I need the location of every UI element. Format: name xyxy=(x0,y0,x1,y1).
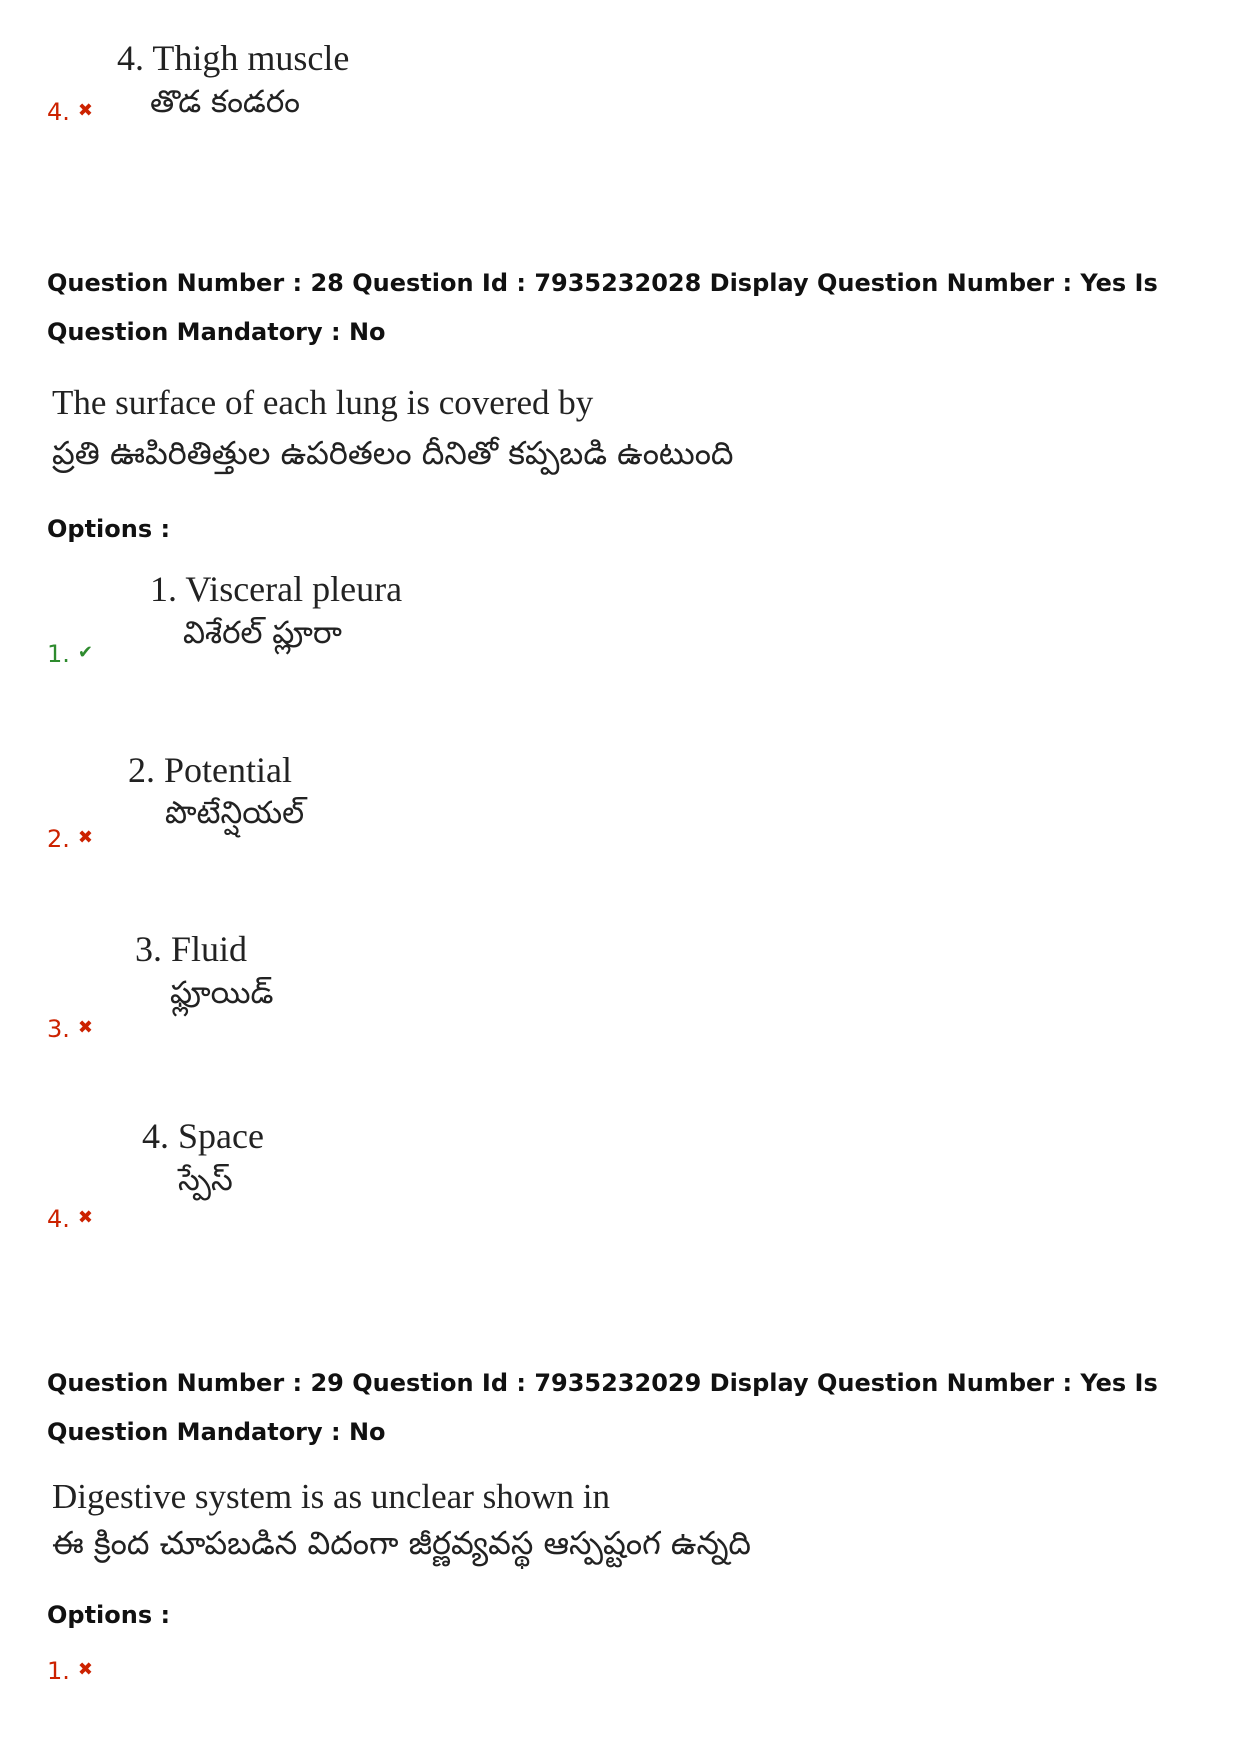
prev-option-4-english: 4. Thigh muscle xyxy=(117,38,350,78)
question-text-english-28: The surface of each lung is covered by xyxy=(52,383,594,422)
q28-option-3-english: 3. Fluid xyxy=(135,929,248,969)
q28-option-4-english: 4. Space xyxy=(142,1116,264,1156)
prev-option-4-marker xyxy=(47,98,93,126)
prev-option-4-telugu: తొడ కండరం xyxy=(150,84,300,120)
options-label-29: Options : xyxy=(47,1601,171,1629)
question-text-telugu-29: ఈ క్రింద చూపబడిన విదంగా జీర్ణవ్యవస్థ ఆస్పష్టంగ ఉన్నది xyxy=(52,1524,752,1562)
option-number: 1. xyxy=(47,640,70,668)
options-label-28: Options : xyxy=(47,515,171,543)
q28-option-3-marker xyxy=(47,1015,93,1043)
option-number: 1. xyxy=(47,1657,70,1685)
question-text-telugu-28: ప్రతి ఊపిరితిత్తుల ఉపరితలం దీనితో కప్పబడి ఉంటుంది xyxy=(52,434,734,472)
cross-icon: ✖ xyxy=(77,827,93,848)
option-number: 3. xyxy=(47,1015,70,1043)
question-header-28: Question Number : 28 Question Id : 7935232028 Display Question Number : Yes Is Question Mandatory : No xyxy=(47,269,1158,346)
question-text-english-29: Digestive system is as unclear shown in xyxy=(52,1477,610,1516)
q28-option-4-telugu: స్పేస్ xyxy=(178,1162,233,1198)
option-number: 2. xyxy=(47,825,70,853)
check-icon: ✔ xyxy=(77,642,93,663)
question-header-29: Question Number : 29 Question Id : 7935232029 Display Question Number : Yes Is Question Mandatory : No xyxy=(47,1369,1158,1446)
q29-option-1-marker xyxy=(47,1657,93,1685)
q28-option-1-english: 1. Visceral pleura xyxy=(150,569,403,609)
q28-option-2-marker xyxy=(47,825,93,853)
q28-option-2-english: 2. Potential xyxy=(128,750,292,790)
q28-option-3-telugu: ఫ్లూయిడ్ xyxy=(170,975,274,1011)
option-number: 4. xyxy=(47,1205,70,1233)
cross-icon: ✖ xyxy=(77,1017,93,1038)
cross-icon: ✖ xyxy=(77,100,93,121)
option-number: 4. xyxy=(47,98,70,126)
q28-option-1-marker xyxy=(47,640,93,668)
q28-option-4-marker xyxy=(47,1205,93,1233)
cross-icon: ✖ xyxy=(77,1659,93,1680)
q28-option-2-telugu: పొటేన్షియల్ xyxy=(165,795,305,831)
q28-option-1-telugu: విశేరల్ ప్లూరా xyxy=(183,615,342,651)
cross-icon: ✖ xyxy=(77,1207,93,1228)
